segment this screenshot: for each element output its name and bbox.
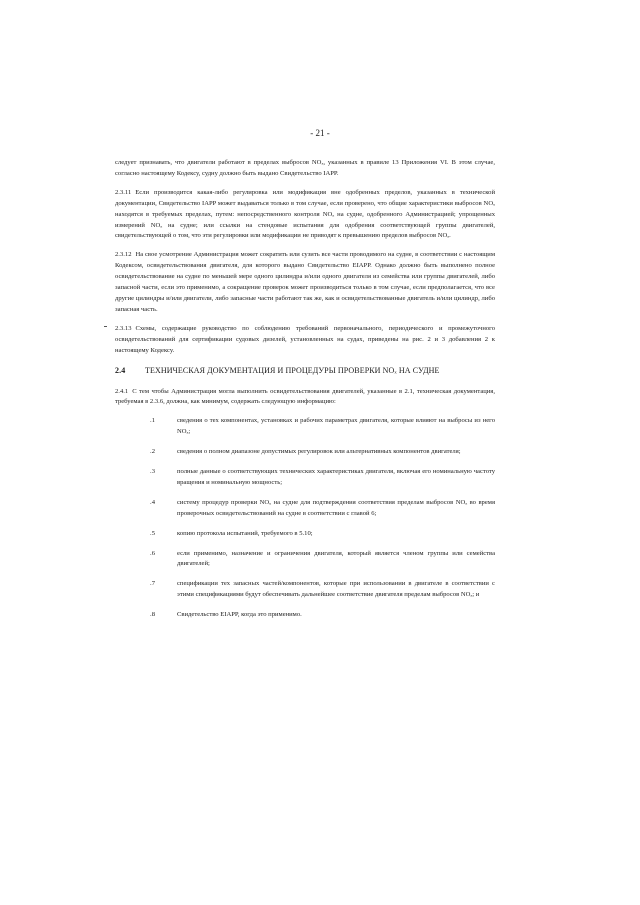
list-item [115,549,495,571]
paragraph-text: Схемы, содержащие руководство по соблюдению требований первоначального, периодического и промежуточного освидетельствований для сертификации судовых дизелей, установленных на судах, приведены на рис. 2 и 3 добавления 2 к настоящему Кодексу. [115,324,495,354]
list-item-number: .7 [150,580,155,588]
list-item [115,416,495,438]
section-title: ТЕХНИЧЕСКАЯ ДОКУМЕНТАЦИЯ И ПРОЦЕДУРЫ ПРОВЕРКИ NOₓ НА СУДНЕ [145,365,440,375]
section-heading [115,365,495,377]
list-item-text: Свидетельство EIAPP, когда это применимо. [177,611,302,619]
paragraph-2-3-11 [115,188,495,243]
paragraph-text: На свое усмотрение Администрация может сократить или сузить все части проводимого на судне, в соответствии с настоящим Кодексом, освидетельствования двигателя, для которого выдано Свидетельство EIAPP. Однако должно быть выполнено полное освидетельствование на судне по меньшей мере одного цилиндра и/или одного двигателя из семейства или группы двигателей, либо запасной части, если это применимо, а сокращение проверок может производиться только в том случае, если предполагается, что все другие цилиндры и/или двигатели, либо запасные части работают так же, как и освидетельствованные двигатель и/или цилиндр, либо запасная часть. [115,251,495,313]
list-item-text: полные данные о соответствующих технических характеристиках двигателя, включая его номинальную частоту вращения и номинальную мощность; [177,468,495,486]
paragraph-number: 2.3.11 [115,188,132,196]
list-item [115,447,495,458]
paragraph-number: 2.3.12 [115,251,132,259]
list-item-number: .4 [150,498,155,506]
requirements-list [115,416,495,621]
list-item-text: спецификации тех запасных частей/компонентов, которые при использовании в двигателе в соответствии с этими спецификациями будут обеспечивать дальнейшее соответствие двигателя пределам выбросов NOₓ; и [177,580,495,599]
list-item-text: сведения о тех компонентах, установках и рабочих параметрах двигателя, которые влияют на выбросы из него NOₓ; [177,417,495,436]
paragraph-number: 2.4.1 [115,387,129,395]
paragraph-text: следует признавать, что двигатели работают в пределах выбросов NOₓ, указанных в правиле 13 Приложения VI. В этом случае, согласно настоящему Кодексу, судну должно быть выдано Свидетельство IAPP. [115,159,495,177]
list-item [115,610,495,621]
list-item-number: .3 [150,468,155,476]
list-item [115,529,495,540]
list-item-number: .2 [150,448,155,456]
list-item [115,467,495,489]
list-item-number: .6 [150,549,155,557]
paragraph-text: Если производится какая-либо регулировка или модификация вне одобренных пределов, указанных в технической документации, Свидетельство IAPP может выдаваться только в том случае, если проверено, что общие характеристики выбросов NOₓ находятся в требуемых пределах, путем: непосредственного контроля NOₓ на судне, одобренного Администрацией; упрощенных измерений NOₓ на судне; или ссылки на стендовые испытания для одобрения соответствующей группы двигателей, свидетельствующей о том, что эти регулировки или модификации не приводят к превышению пределов выбросов NOₓ. [115,188,495,240]
list-item-number: .5 [150,529,155,537]
list-item-text: копию протокола испытаний, требуемого в 5.10; [177,529,313,537]
document-body [115,158,495,630]
paragraph-2-3-12 [115,250,495,315]
paragraph-text: С тем чтобы Администрация могла выполнить освидетельствования двигателей, указанные в 2.1, техническая документация, требуемая в 2.3.6, должна, как минимум, содержать следующую информацию: [115,387,495,406]
paragraph-continuation [115,158,495,180]
paragraph-2-3-13 [115,324,495,357]
list-item-text: сведения о полном диапазоне допустимых регулировок или альтернативных компонентов двигателя; [177,448,461,456]
list-item-number: .1 [150,417,155,425]
paragraph-2-4-1 [115,387,495,409]
paragraph-number: 2.3.13 [115,324,132,332]
list-item [115,498,495,520]
list-item [115,579,495,601]
page-number: - 21 - [310,128,330,138]
list-item-text: если применимо, назначение и ограничения двигателя, который является членом группы или семейства двигателей; [177,549,495,568]
list-item-text: систему процедур проверки NOₓ на судне для подтверждения соответствия пределам выбросов NOₓ во время проверочных освидетельствований на судне в соответствии с главой 6; [177,498,495,517]
margin-mark [104,326,107,327]
section-number: 2.4 [115,365,126,375]
list-item-number: .8 [150,611,155,619]
